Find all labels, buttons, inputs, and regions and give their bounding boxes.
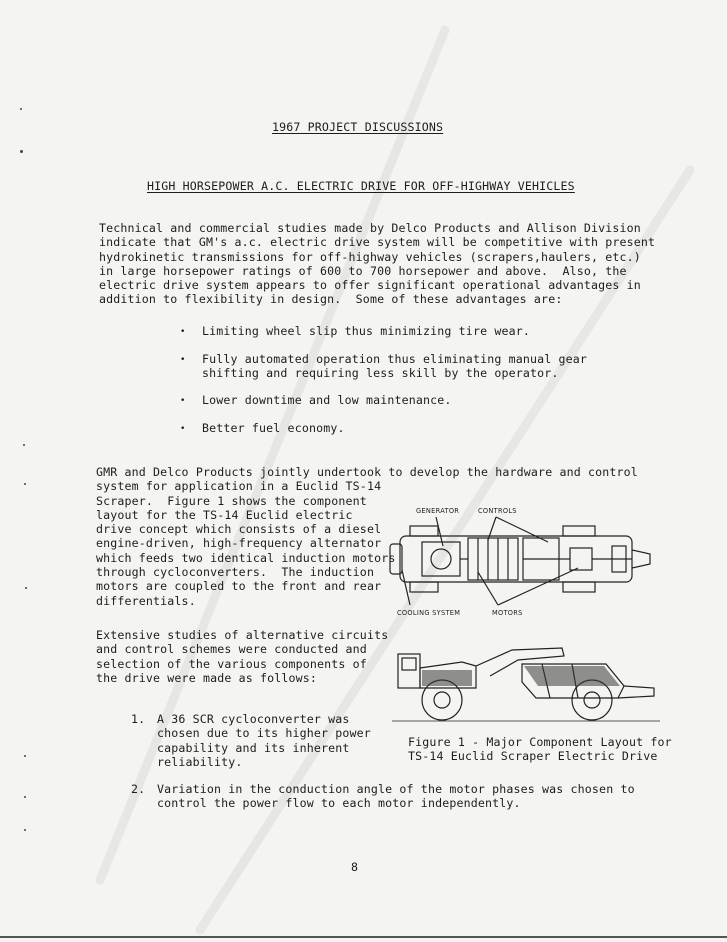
studies-paragraph: Extensive studies of alternative circuits and control schemes were conducted and selection of the various components of the drive were made as follows: xyxy=(96,628,389,685)
numbered-item: A 36 SCR cycloconverter was chosen due to its higher power capability and its inherent reliability. xyxy=(157,712,371,769)
figure-caption: Figure 1 - Major Component Layout for TS-14 Euclid Scraper Electric Drive xyxy=(408,735,672,764)
intro-paragraph: Technical and commercial studies made by Delco Products and Allison Division indicate that GM's a.c. electric drive system will be competitive with present hydrokinetic transmissions for off-highway vehicles (scrapers,haulers, etc.) in large horsepower ratings of 600 to 700 horsepower and above. Also, the electric drive system appears to offer significant operational advantages in addition to flexibility in design. Some of these advantages are: xyxy=(99,221,656,307)
scraper-side-view xyxy=(392,642,662,724)
numbered-item: Variation in the conduction angle of the motor phases was chosen to control the power flow to each motor independently. xyxy=(157,782,635,811)
controls-label: CONTROLS xyxy=(478,507,517,515)
bullet-symbol: • xyxy=(180,327,186,337)
component-layout-diagram xyxy=(388,508,663,618)
bullet-symbol: • xyxy=(180,396,186,406)
list-item: Fully automated operation thus eliminating manual gear shifting and requiring less skill by the operator. xyxy=(202,352,588,381)
list-item: Better fuel economy. xyxy=(202,421,345,435)
bullet-symbol: • xyxy=(180,355,186,365)
page-number: 8 xyxy=(351,860,359,874)
item-number: 2. xyxy=(131,782,146,796)
page-heading: 1967 PROJECT DISCUSSIONS xyxy=(272,120,444,134)
list-item: Lower downtime and low maintenance. xyxy=(202,393,452,407)
generator-label: GENERATOR xyxy=(416,507,460,515)
bullet-symbol: • xyxy=(180,424,186,434)
motors-label: MOTORS xyxy=(492,609,523,617)
item-number: 1. xyxy=(131,712,146,726)
section-title: HIGH HORSEPOWER A.C. ELECTRIC DRIVE FOR OFF-HIGHWAY VEHICLES xyxy=(147,179,575,193)
list-item: Limiting wheel slip thus minimizing tire wear. xyxy=(202,324,530,338)
cooling-system-label: COOLING SYSTEM xyxy=(397,609,461,617)
scan-edge-line xyxy=(0,936,727,938)
development-paragraph: GMR and Delco Products jointly undertook to develop the hardware and control system for application in a Euclid TS-14 Scraper. Figure 1 shows the component layout for the TS-14 Euclid electric drive concept which consists of a diesel engine-driven, high-frequency alternator which feeds two identical induction motors through cycloconverters. The induction motors are coupled to the front and rear differentials. xyxy=(96,465,638,608)
